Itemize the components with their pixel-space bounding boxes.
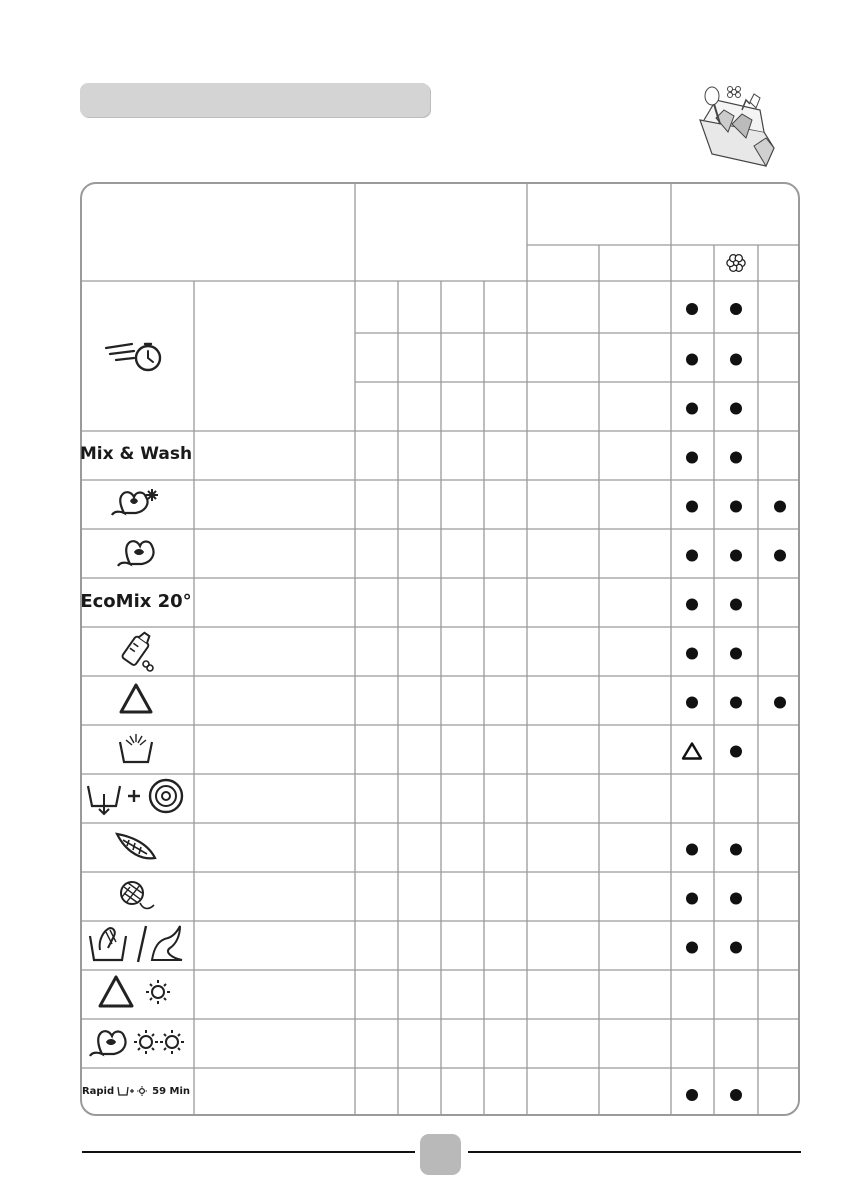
compartment-dot-softener <box>730 746 742 758</box>
compartment-dot-softener <box>730 550 742 562</box>
section-title-bar <box>80 83 430 117</box>
synthetics-triangle-icon <box>80 675 192 723</box>
detergent-drawer-illustration <box>694 80 780 168</box>
compartment-dot-prewash <box>686 501 698 513</box>
compartment-dot-softener <box>730 354 742 366</box>
compartment-dot-prewash <box>686 1089 698 1101</box>
rapid-word: Rapid <box>81 1085 115 1097</box>
compartment-dot-main <box>774 501 786 513</box>
compartment-dot-softener <box>730 648 742 660</box>
footer-rule-right <box>468 1151 801 1153</box>
compartment-dot-softener <box>730 501 742 513</box>
compartment-dot-softener <box>730 452 742 464</box>
rapid-time: 59 Min <box>152 1085 191 1097</box>
compartment-dot-prewash <box>686 844 698 856</box>
compartment-dot-prewash <box>686 648 698 660</box>
baby-bottle-icon <box>80 626 192 674</box>
compartment-dot-softener <box>730 844 742 856</box>
compartment-dot-prewash <box>686 599 698 611</box>
rapid-wash-dry-label <box>80 1067 192 1115</box>
compartment-triangle-prewash <box>683 744 701 759</box>
compartment-dot-main <box>774 697 786 709</box>
flower-icon <box>727 255 745 272</box>
compartment-dot-softener <box>730 303 742 315</box>
cotton-icon <box>80 528 192 576</box>
compartment-dot-softener <box>730 942 742 954</box>
compartment-dot-softener <box>730 697 742 709</box>
compartment-dot-softener <box>730 599 742 611</box>
wash-dry-mini-icon <box>117 1085 149 1097</box>
synthetics-dry-icon <box>80 969 192 1017</box>
compartment-dot-softener <box>730 1089 742 1101</box>
delicates-feather-icon <box>80 822 192 870</box>
cotton-dry-icon <box>80 1018 192 1066</box>
steam-basin-icon <box>80 724 192 772</box>
footer-rule-left <box>82 1151 415 1153</box>
compartment-dot-main <box>774 550 786 562</box>
compartment-dot-prewash <box>686 303 698 315</box>
wool-yarn-icon <box>80 871 192 919</box>
compartment-dot-softener <box>730 403 742 415</box>
compartment-dot-softener <box>730 893 742 905</box>
compartment-dot-prewash <box>686 452 698 464</box>
compartment-dot-prewash <box>686 697 698 709</box>
compartment-dot-prewash <box>686 893 698 905</box>
compartment-dot-prewash <box>686 403 698 415</box>
drain-spin-icon <box>80 773 192 821</box>
handwash-silk-icon <box>80 920 192 968</box>
mix-wash-label: Mix & Wash <box>79 444 193 464</box>
ecomix-label: EcoMix 20° <box>80 590 192 612</box>
compartment-dot-prewash <box>686 550 698 562</box>
compartment-dot-prewash <box>686 354 698 366</box>
rapid-clock-icon <box>80 282 192 429</box>
page-number-tab <box>420 1134 461 1175</box>
cotton-stain-icon <box>80 479 192 527</box>
compartment-dot-prewash <box>686 942 698 954</box>
